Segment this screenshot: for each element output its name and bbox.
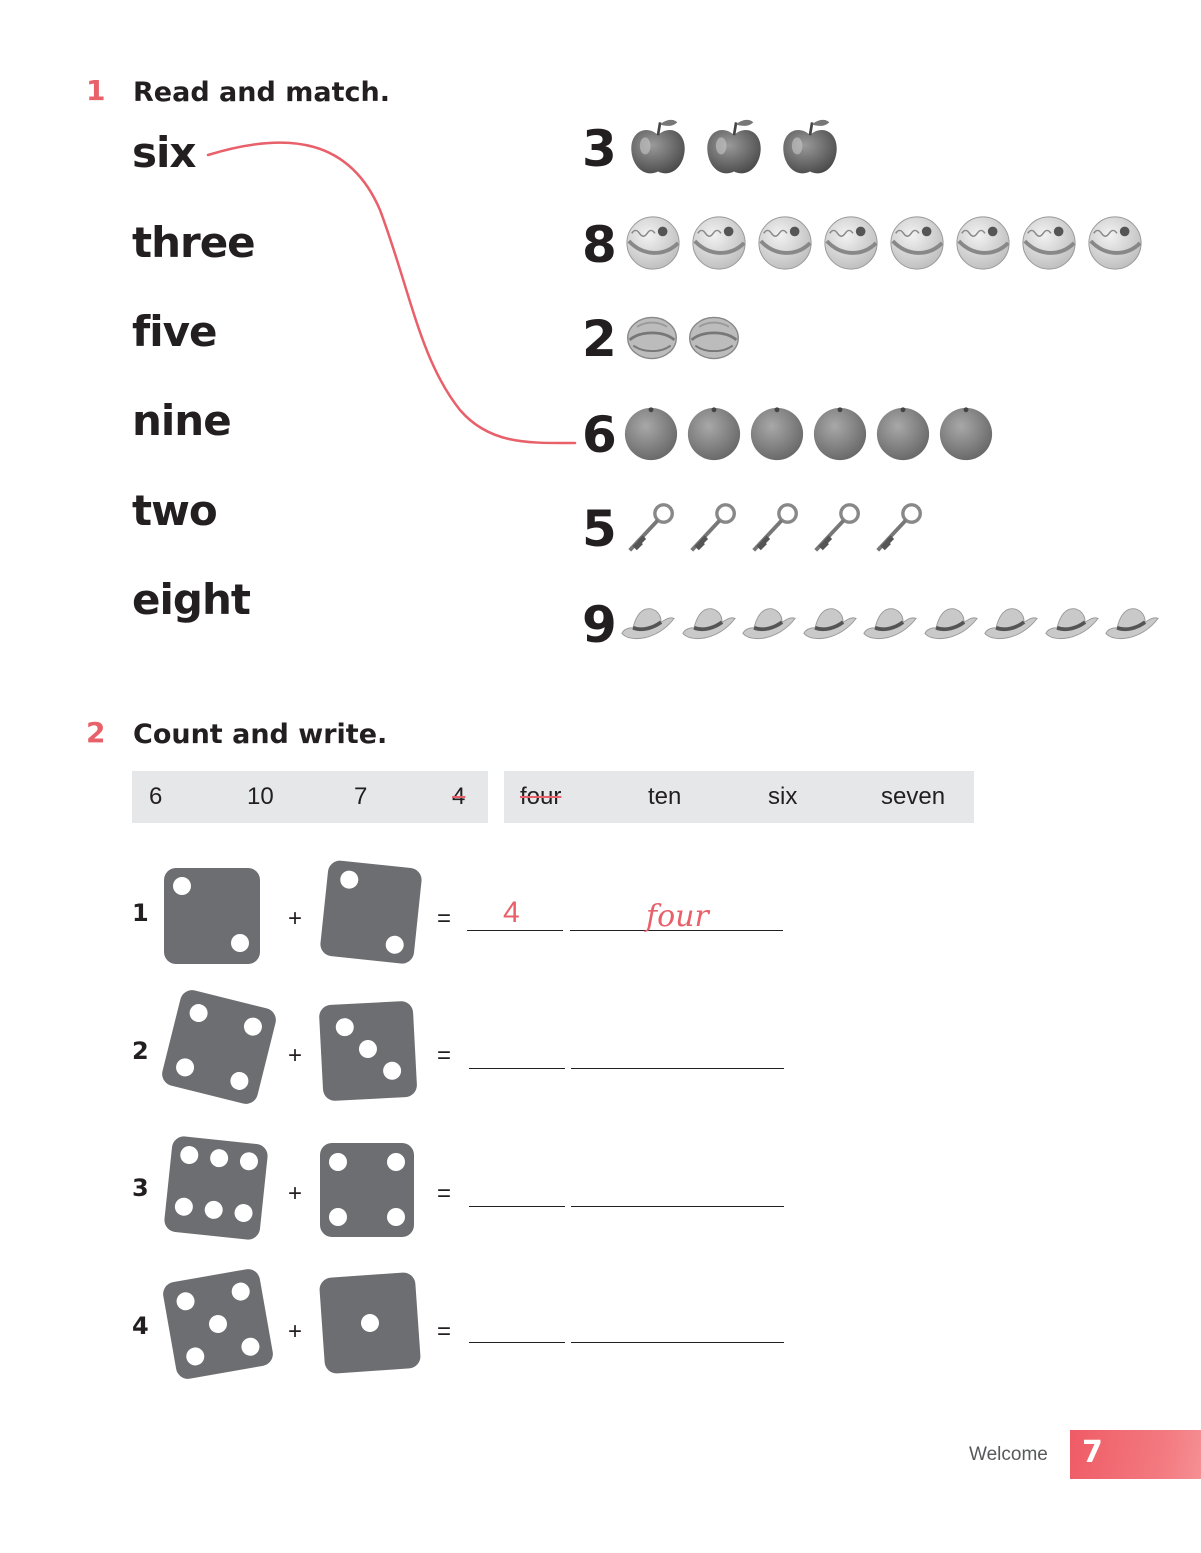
word-three[interactable]: three xyxy=(132,218,255,267)
die-a-five xyxy=(156,1262,280,1386)
plus-sign: + xyxy=(288,905,303,932)
key-icon xyxy=(746,500,804,558)
exercise-1-number: 1 xyxy=(86,74,106,107)
word-eight[interactable]: eight xyxy=(132,575,250,624)
equals-sign: = xyxy=(437,1180,452,1207)
row-digit-9[interactable]: 9 xyxy=(582,596,617,654)
answer-word-line[interactable] xyxy=(571,1342,784,1343)
hat-icon xyxy=(802,596,858,652)
exercise-1-title: Read and match. xyxy=(133,77,390,108)
answer-number-line[interactable] xyxy=(469,1068,565,1069)
hat-icon xyxy=(620,596,676,652)
die-a-two xyxy=(160,864,264,968)
die-b-three xyxy=(314,996,422,1104)
orange-icon xyxy=(622,404,680,462)
die-b-one xyxy=(314,1268,426,1378)
answer-word-line[interactable] xyxy=(571,1206,784,1207)
orange-icon xyxy=(874,404,932,462)
die-a-four xyxy=(156,984,282,1110)
number-bank xyxy=(132,771,488,823)
exercise-2-number: 2 xyxy=(86,716,106,749)
word-bank xyxy=(504,771,974,823)
key-icon xyxy=(870,500,928,558)
die-b-four xyxy=(316,1140,418,1240)
equals-sign: = xyxy=(437,1318,452,1345)
row-digit-5[interactable]: 5 xyxy=(582,500,617,558)
hat-icon xyxy=(862,596,918,652)
ball-icon xyxy=(822,214,880,272)
apple-icon xyxy=(778,116,842,180)
ball-icon xyxy=(1020,214,1078,272)
word-five[interactable]: five xyxy=(132,307,217,356)
section-label: Welcome xyxy=(969,1444,1048,1465)
answer-word[interactable]: four xyxy=(646,899,709,934)
ball-icon xyxy=(1086,214,1144,272)
bank-word: six xyxy=(768,783,798,810)
bank-word: ten xyxy=(648,783,682,810)
row-digit-2[interactable]: 2 xyxy=(582,310,617,368)
key-icon xyxy=(808,500,866,558)
row-digit-6[interactable]: 6 xyxy=(582,406,617,464)
answer-number[interactable]: 4 xyxy=(503,896,520,929)
apple-icon xyxy=(702,116,766,180)
row-label: 3 xyxy=(132,1174,149,1202)
die-b-two xyxy=(314,856,426,968)
row-digit-8[interactable]: 8 xyxy=(582,216,617,274)
word-two[interactable]: two xyxy=(132,486,217,535)
orange-icon xyxy=(685,404,743,462)
answer-number-line[interactable] xyxy=(469,1206,565,1207)
equals-sign: = xyxy=(437,905,452,932)
plus-sign: + xyxy=(288,1042,303,1069)
ball-icon xyxy=(690,214,748,272)
die-a-six xyxy=(158,1130,274,1246)
hat-icon xyxy=(983,596,1039,652)
row-label: 2 xyxy=(132,1037,149,1065)
hat-icon xyxy=(1104,596,1160,652)
bank-word: seven xyxy=(881,783,946,810)
exercise-2-title: Count and write. xyxy=(133,719,388,750)
orange-icon xyxy=(748,404,806,462)
key-icon xyxy=(684,500,742,558)
word-six[interactable]: six xyxy=(132,128,196,177)
hat-icon xyxy=(1044,596,1100,652)
plus-sign: + xyxy=(288,1180,303,1207)
hat-icon xyxy=(681,596,737,652)
bank-number-crossed: 4 xyxy=(452,783,466,810)
row-digit-3[interactable]: 3 xyxy=(582,120,617,178)
walnut-icon xyxy=(686,310,742,366)
page-number: 7 xyxy=(1082,1435,1103,1470)
ball-icon xyxy=(954,214,1012,272)
answer-number-line[interactable] xyxy=(469,1342,565,1343)
apple-icon xyxy=(626,116,690,180)
word-nine[interactable]: nine xyxy=(132,396,231,445)
bank-number: 7 xyxy=(354,783,368,810)
bank-number: 10 xyxy=(247,783,274,810)
plus-sign: + xyxy=(288,1318,303,1345)
ball-icon xyxy=(756,214,814,272)
answer-word-line[interactable] xyxy=(571,1068,784,1069)
ball-icon xyxy=(888,214,946,272)
orange-icon xyxy=(937,404,995,462)
bank-number: 6 xyxy=(149,783,163,810)
row-label: 4 xyxy=(132,1312,149,1340)
page-number-tab xyxy=(1070,1430,1201,1479)
answer-number-line xyxy=(467,930,563,931)
orange-icon xyxy=(811,404,869,462)
hat-icon xyxy=(923,596,979,652)
bank-word-crossed: four xyxy=(520,783,562,810)
equals-sign: = xyxy=(437,1042,452,1069)
ball-icon xyxy=(624,214,682,272)
walnut-icon xyxy=(624,310,680,366)
key-icon xyxy=(622,500,680,558)
row-label: 1 xyxy=(132,899,149,927)
hat-icon xyxy=(741,596,797,652)
